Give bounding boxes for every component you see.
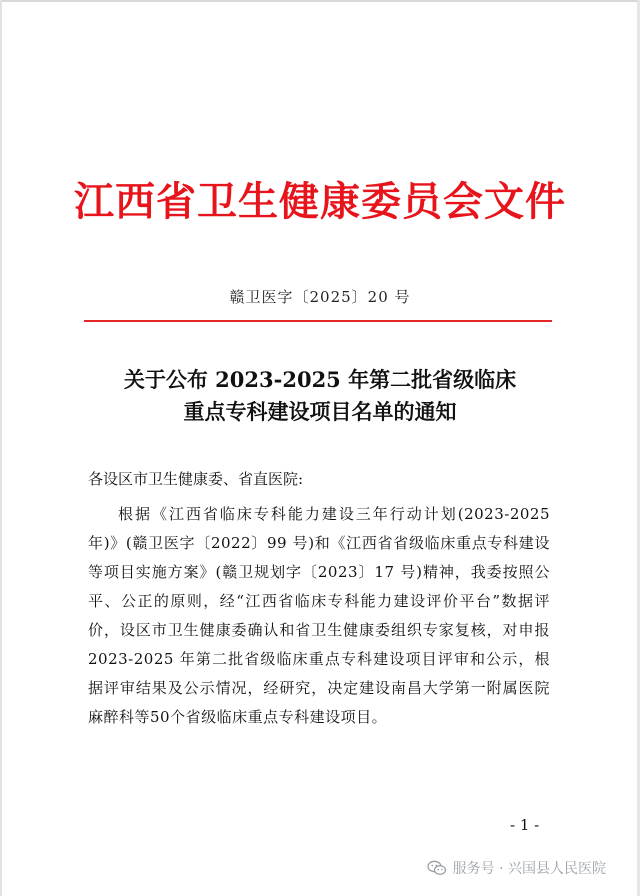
document-title <box>60 364 580 428</box>
document-number: 赣卫医字〔2025〕20 号 <box>229 288 411 306</box>
issuer-header: 江西省卫生健康委员会文件 <box>74 178 566 225</box>
page-border-top <box>0 0 640 2</box>
title-line-1: 关于公布 2023-2025 年第二批省级临床 <box>123 367 517 392</box>
body-paragraph: 根据《江西省临床专科能力建设三年行动计划(2023-2025年)》(赣卫医字〔2022〕99 号)和《江西省省级临床重点专科建设等项目实施方案》(赣卫规划字〔2023〕17 号)精神，我委按照公平、公正的原则，经“江西省临床专科能力建设评价平台”数据评价，设区市卫生健康委确认和省卫生健康委组织专家复核，对申报 2023-2025 年第二批省级临床重点专科建设项目评审和公示，根据评审结果及公示情况，经研究，决定建设南昌大学第一附属医院麻醉科等50个省级临床重点专科建设项目。 <box>88 505 550 726</box>
red-divider <box>84 320 552 322</box>
page-number: - 1 - <box>510 816 540 834</box>
watermark-text: 服务号 · 兴国县人民医院 <box>452 861 606 877</box>
page-border-left <box>0 0 2 896</box>
watermark <box>427 858 606 878</box>
wechat-icon <box>427 860 447 876</box>
title-line-2: 重点专科建设项目名单的通知 <box>183 399 457 424</box>
addressee: 各设区市卫生健康委、省直医院: <box>88 470 304 488</box>
